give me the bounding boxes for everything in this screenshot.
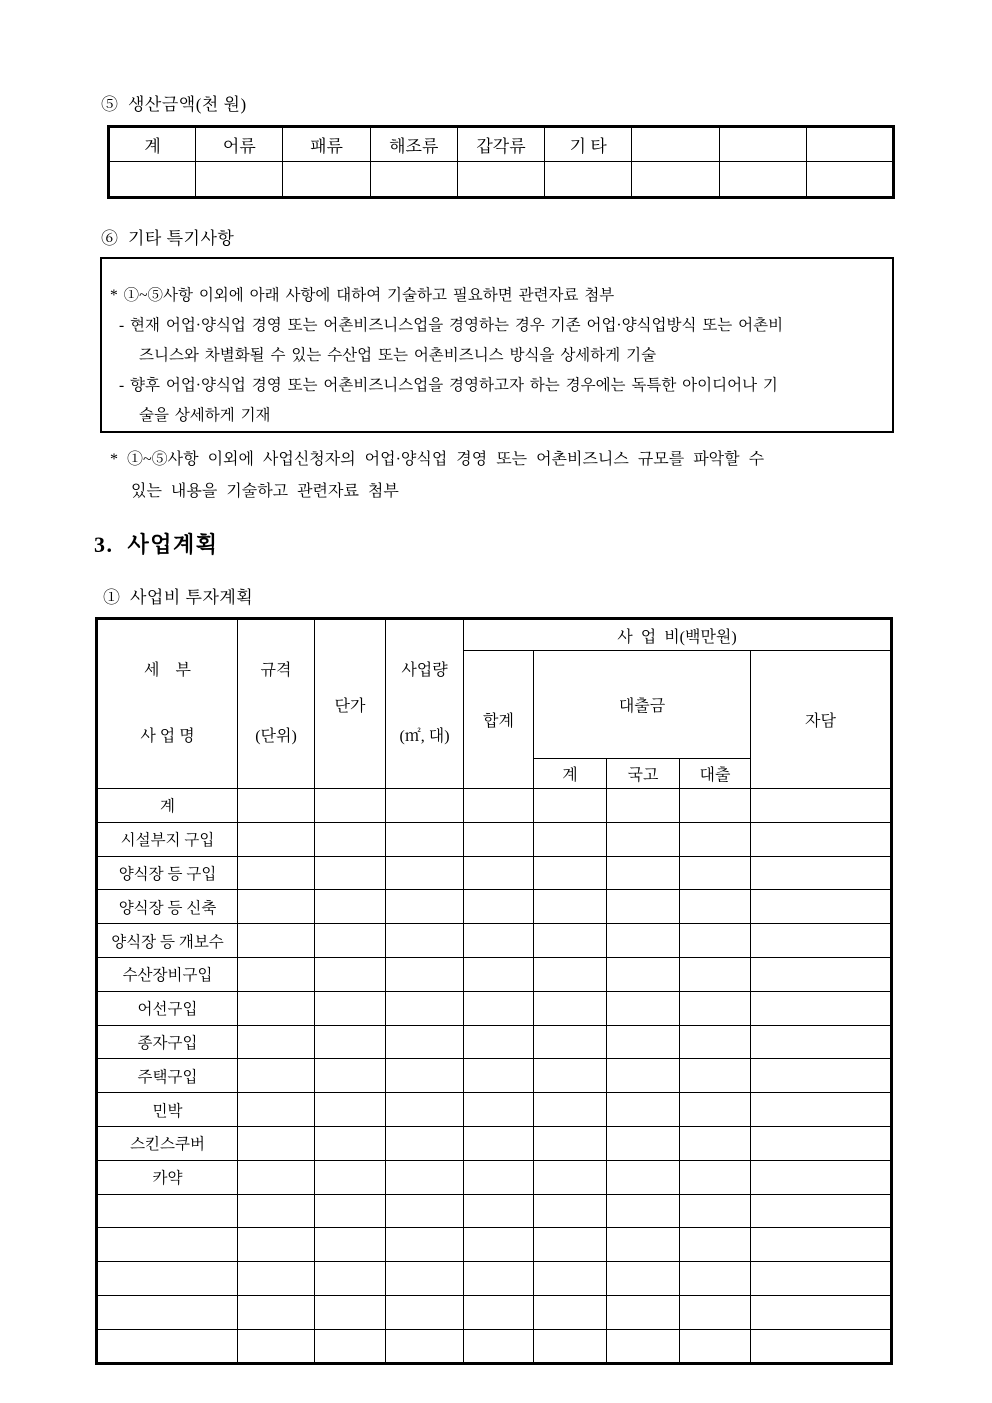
- investment-value-cell: [680, 1025, 751, 1059]
- production-col-header: [632, 127, 719, 162]
- investment-value-cell: [680, 1160, 751, 1194]
- section3-subheading: ① 사업비 투자계획: [103, 588, 254, 607]
- investment-value-cell: [386, 1059, 464, 1093]
- investment-value-cell: [315, 1160, 386, 1194]
- investment-value-cell: [464, 1059, 534, 1093]
- investment-value-cell: [464, 1262, 534, 1296]
- investment-value-cell: [680, 822, 751, 856]
- investment-value-cell: [534, 789, 607, 823]
- investment-value-cell: [751, 957, 892, 991]
- investment-row-label: [97, 1194, 238, 1228]
- investment-value-cell: [386, 856, 464, 890]
- col-header-detail-line2: 사 업 명: [140, 728, 195, 745]
- investment-row: [97, 822, 892, 856]
- investment-row: [97, 1160, 892, 1194]
- investment-value-cell: [751, 1059, 892, 1093]
- investment-value-cell: [386, 890, 464, 924]
- investment-value-cell: [680, 1228, 751, 1262]
- production-value-cell: [632, 162, 719, 198]
- col-header-quantity: [386, 619, 464, 789]
- investment-value-cell: [386, 1025, 464, 1059]
- col-header-gov-fund: 국고: [607, 759, 680, 789]
- investment-value-cell: [534, 1194, 607, 1228]
- col-header-quantity-line1: 사업량: [401, 662, 448, 679]
- production-value-cell: [457, 162, 544, 198]
- investment-value-cell: [464, 1329, 534, 1363]
- investment-value-cell: [464, 1093, 534, 1127]
- investment-row-label: 민박: [97, 1093, 238, 1127]
- investment-value-cell: [751, 1194, 892, 1228]
- investment-value-cell: [680, 991, 751, 1025]
- note-box: [100, 257, 894, 433]
- investment-value-cell: [751, 1262, 892, 1296]
- investment-row-label: 양식장 등 구입: [97, 856, 238, 890]
- investment-value-cell: [751, 1329, 892, 1363]
- investment-value-cell: [464, 991, 534, 1025]
- investment-value-cell: [534, 1228, 607, 1262]
- investment-value-cell: [607, 1295, 680, 1329]
- investment-value-cell: [386, 1160, 464, 1194]
- investment-value-cell: [238, 1025, 315, 1059]
- investment-value-cell: [534, 890, 607, 924]
- investment-value-cell: [315, 1126, 386, 1160]
- investment-value-cell: [607, 822, 680, 856]
- col-header-self-funding: 자담: [751, 651, 892, 789]
- investment-row-label: [97, 1329, 238, 1363]
- production-col-header: 기 타: [545, 127, 632, 162]
- investment-row-label: 어선구입: [97, 991, 238, 1025]
- col-header-spec-line2: (단위): [255, 728, 297, 745]
- investment-value-cell: [464, 1194, 534, 1228]
- investment-row: [97, 1329, 892, 1363]
- investment-value-cell: [464, 1126, 534, 1160]
- investment-value-cell: [315, 1228, 386, 1262]
- investment-value-cell: [680, 1295, 751, 1329]
- investment-value-cell: [315, 1295, 386, 1329]
- investment-row-label: 계: [97, 789, 238, 823]
- investment-value-cell: [680, 856, 751, 890]
- investment-value-cell: [315, 1093, 386, 1127]
- investment-value-cell: [534, 1329, 607, 1363]
- investment-value-cell: [751, 1093, 892, 1127]
- footnote-paragraph: [110, 444, 764, 508]
- investment-row: [97, 890, 892, 924]
- investment-value-cell: [680, 1059, 751, 1093]
- investment-value-cell: [386, 789, 464, 823]
- investment-row-label: 수산장비구입: [97, 957, 238, 991]
- investment-row-label: 스킨스쿠버: [97, 1126, 238, 1160]
- investment-value-cell: [607, 1262, 680, 1296]
- investment-value-cell: [386, 1093, 464, 1127]
- investment-value-cell: [238, 1262, 315, 1296]
- investment-value-cell: [534, 822, 607, 856]
- investment-header-row-1: [97, 619, 892, 651]
- investment-row-label: 주택구입: [97, 1059, 238, 1093]
- investment-value-cell: [315, 1059, 386, 1093]
- col-header-loan-group: 대출금: [534, 651, 751, 759]
- investment-value-cell: [534, 924, 607, 958]
- investment-value-cell: [464, 856, 534, 890]
- investment-value-cell: [751, 1295, 892, 1329]
- production-col-header: [719, 127, 806, 162]
- investment-value-cell: [464, 1160, 534, 1194]
- investment-row: [97, 1126, 892, 1160]
- investment-value-cell: [534, 1262, 607, 1296]
- investment-value-cell: [386, 1194, 464, 1228]
- section5-title: ⑤ 생산금액(천 원): [101, 95, 247, 114]
- note-line: 술을 상세하게 기재: [139, 407, 271, 424]
- investment-value-cell: [534, 957, 607, 991]
- investment-value-cell: [607, 1093, 680, 1127]
- investment-value-cell: [386, 1329, 464, 1363]
- investment-value-cell: [534, 1160, 607, 1194]
- investment-value-cell: [238, 890, 315, 924]
- investment-value-cell: [607, 1194, 680, 1228]
- investment-value-cell: [238, 1295, 315, 1329]
- investment-value-cell: [680, 1093, 751, 1127]
- investment-row-label: [97, 1262, 238, 1296]
- production-data-row: [109, 162, 894, 198]
- investment-value-cell: [315, 789, 386, 823]
- investment-value-cell: [751, 924, 892, 958]
- footnote-line: * ①~⑤사항 이외에 사업신청자의 어업·양식업 경영 또는 어촌비즈니스 규모를 파악할 수: [110, 451, 765, 468]
- note-line: * ①~⑤사항 이외에 아래 사항에 대하여 기술하고 필요하면 관련자료 첨부: [110, 287, 615, 304]
- investment-value-cell: [386, 822, 464, 856]
- investment-value-cell: [607, 1126, 680, 1160]
- investment-value-cell: [464, 822, 534, 856]
- production-col-header: 갑각류: [457, 127, 544, 162]
- production-value-cell: [109, 162, 196, 198]
- investment-value-cell: [238, 822, 315, 856]
- investment-row-label: 양식장 등 개보수: [97, 924, 238, 958]
- investment-value-cell: [315, 890, 386, 924]
- investment-value-cell: [607, 957, 680, 991]
- investment-value-cell: [607, 991, 680, 1025]
- investment-value-cell: [751, 890, 892, 924]
- investment-value-cell: [315, 1329, 386, 1363]
- investment-row: [97, 991, 892, 1025]
- investment-value-cell: [607, 1329, 680, 1363]
- production-amount-table: [107, 125, 895, 199]
- note-line: 즈니스와 차별화될 수 있는 수산업 또는 어촌비즈니스 방식을 상세하게 기술: [139, 347, 657, 364]
- investment-value-cell: [315, 1194, 386, 1228]
- investment-value-cell: [464, 789, 534, 823]
- investment-value-cell: [607, 924, 680, 958]
- investment-row-label: [97, 1295, 238, 1329]
- investment-value-cell: [751, 991, 892, 1025]
- col-header-cost-group: 사 업 비(백만원): [464, 619, 892, 651]
- investment-value-cell: [534, 1093, 607, 1127]
- investment-value-cell: [464, 890, 534, 924]
- investment-value-cell: [386, 991, 464, 1025]
- investment-value-cell: [238, 957, 315, 991]
- investment-row: [97, 1228, 892, 1262]
- investment-row-label: 시설부지 구입: [97, 822, 238, 856]
- investment-value-cell: [315, 1262, 386, 1296]
- investment-value-cell: [238, 1194, 315, 1228]
- investment-value-cell: [315, 924, 386, 958]
- investment-value-cell: [464, 1295, 534, 1329]
- production-col-header: [806, 127, 893, 162]
- col-header-quantity-line2: (㎡, 대): [399, 728, 450, 745]
- investment-value-cell: [238, 1329, 315, 1363]
- production-value-cell: [283, 162, 370, 198]
- investment-value-cell: [386, 1295, 464, 1329]
- investment-row: [97, 1262, 892, 1296]
- investment-value-cell: [464, 1025, 534, 1059]
- investment-value-cell: [315, 957, 386, 991]
- investment-value-cell: [386, 1126, 464, 1160]
- investment-value-cell: [464, 957, 534, 991]
- investment-value-cell: [607, 890, 680, 924]
- col-header-spec: [238, 619, 315, 789]
- section6-title: ⑥ 기타 특기사항: [101, 229, 235, 248]
- investment-value-cell: [751, 822, 892, 856]
- investment-value-cell: [607, 1059, 680, 1093]
- investment-value-cell: [315, 1025, 386, 1059]
- investment-row: [97, 957, 892, 991]
- investment-value-cell: [534, 1059, 607, 1093]
- investment-value-cell: [534, 1025, 607, 1059]
- production-header-row: [109, 127, 894, 162]
- investment-value-cell: [680, 890, 751, 924]
- investment-row: [97, 1093, 892, 1127]
- investment-value-cell: [315, 856, 386, 890]
- col-header-detail-line1: 세 부: [144, 662, 191, 679]
- investment-value-cell: [386, 957, 464, 991]
- investment-row: [97, 924, 892, 958]
- investment-value-cell: [238, 1126, 315, 1160]
- investment-value-cell: [607, 789, 680, 823]
- investment-value-cell: [386, 1262, 464, 1296]
- investment-value-cell: [680, 1262, 751, 1296]
- investment-row: [97, 856, 892, 890]
- col-header-unit-price: 단가: [315, 619, 386, 789]
- investment-row-label: 종자구입: [97, 1025, 238, 1059]
- investment-value-cell: [680, 924, 751, 958]
- production-col-header: 어류: [196, 127, 283, 162]
- investment-value-cell: [607, 856, 680, 890]
- production-value-cell: [545, 162, 632, 198]
- col-header-loan-sum: 계: [534, 759, 607, 789]
- production-col-header: 패류: [283, 127, 370, 162]
- col-header-spec-line1: 규격: [260, 662, 292, 679]
- production-value-cell: [370, 162, 457, 198]
- production-value-cell: [196, 162, 283, 198]
- investment-value-cell: [238, 1059, 315, 1093]
- investment-value-cell: [534, 991, 607, 1025]
- investment-value-cell: [238, 1160, 315, 1194]
- investment-value-cell: [464, 1228, 534, 1262]
- investment-value-cell: [751, 1228, 892, 1262]
- investment-value-cell: [238, 1228, 315, 1262]
- investment-value-cell: [680, 1126, 751, 1160]
- production-value-cell: [719, 162, 806, 198]
- investment-row: [97, 789, 892, 823]
- investment-value-cell: [607, 1025, 680, 1059]
- production-value-cell: [806, 162, 893, 198]
- investment-value-cell: [607, 1228, 680, 1262]
- investment-value-cell: [751, 1160, 892, 1194]
- note-line: - 향후 어업·양식업 경영 또는 어촌비즈니스업을 경영하고자 하는 경우에는 독특한 아이디어나 기: [119, 377, 778, 394]
- col-header-total: 합계: [464, 651, 534, 789]
- investment-value-cell: [680, 957, 751, 991]
- investment-value-cell: [680, 1329, 751, 1363]
- investment-value-cell: [238, 924, 315, 958]
- investment-value-cell: [751, 1126, 892, 1160]
- investment-row-label: 카약: [97, 1160, 238, 1194]
- production-col-header: 해조류: [370, 127, 457, 162]
- investment-value-cell: [751, 856, 892, 890]
- investment-value-cell: [464, 924, 534, 958]
- investment-value-cell: [386, 924, 464, 958]
- investment-value-cell: [751, 1025, 892, 1059]
- investment-value-cell: [751, 789, 892, 823]
- investment-value-cell: [315, 822, 386, 856]
- investment-value-cell: [607, 1160, 680, 1194]
- investment-row-label: [97, 1228, 238, 1262]
- investment-row: [97, 1295, 892, 1329]
- footnote-line: 있는 내용을 기술하고 관련자료 첨부: [131, 483, 399, 500]
- investment-value-cell: [315, 991, 386, 1025]
- investment-value-cell: [534, 856, 607, 890]
- investment-value-cell: [238, 991, 315, 1025]
- investment-value-cell: [238, 856, 315, 890]
- note-line: - 현재 어업·양식업 경영 또는 어촌비즈니스업을 경영하는 경우 기존 어업·양식업방식 또는 어촌비: [119, 317, 784, 334]
- section3-heading: 3. 사업계획: [94, 532, 219, 557]
- investment-value-cell: [386, 1228, 464, 1262]
- col-header-loan: 대출: [680, 759, 751, 789]
- investment-row: [97, 1059, 892, 1093]
- investment-value-cell: [680, 1194, 751, 1228]
- investment-value-cell: [534, 1295, 607, 1329]
- investment-value-cell: [238, 1093, 315, 1127]
- investment-value-cell: [534, 1126, 607, 1160]
- investment-plan-table: [95, 617, 893, 1365]
- investment-row-label: 양식장 등 신축: [97, 890, 238, 924]
- investment-row: [97, 1194, 892, 1228]
- investment-row: [97, 1025, 892, 1059]
- col-header-detail-name: [97, 619, 238, 789]
- investment-value-cell: [238, 789, 315, 823]
- investment-value-cell: [680, 789, 751, 823]
- production-col-header: 계: [109, 127, 196, 162]
